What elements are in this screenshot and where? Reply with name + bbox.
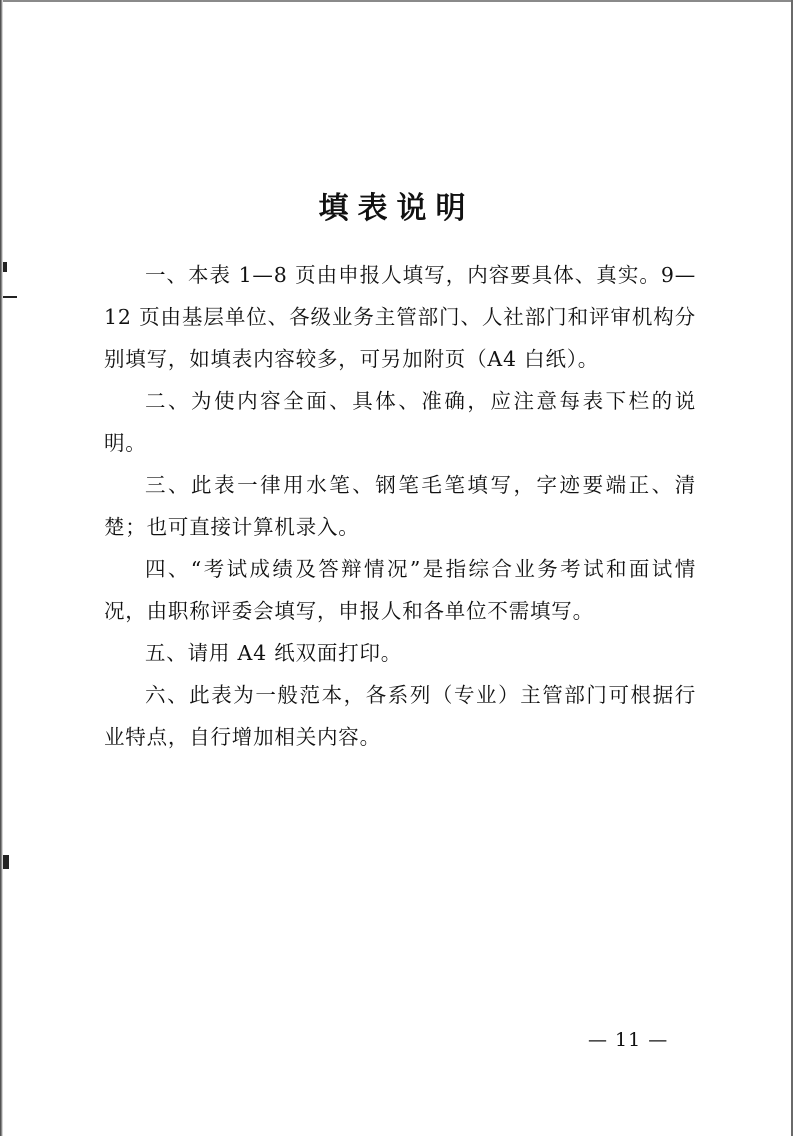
instruction-paragraph: 五、请用 A4 纸双面打印。 xyxy=(145,641,403,665)
instruction-paragraph: 二、为使内容全面、具体、准确，应注意每表下栏的说明。 xyxy=(104,389,696,455)
scan-mark xyxy=(3,296,17,298)
instruction-paragraph: 六、此表为一般范本，各系列（专业）主管部门可根据行业特点，自行增加相关内容。 xyxy=(104,683,696,749)
scan-mark xyxy=(3,855,9,869)
scan-edge-left xyxy=(0,0,3,1136)
scan-mark xyxy=(3,262,7,272)
document-title: 填表说明 xyxy=(318,191,475,226)
instruction-paragraph: 四、“考试成绩及答辩情况”是指综合业务考试和面试情况，由职称评委会填写，申报人和各单位不需填写。 xyxy=(104,557,696,623)
scan-edge-top xyxy=(0,0,793,2)
instruction-paragraph: 三、此表一律用水笔、钢笔毛笔填写，字迹要端正、清楚；也可直接计算机录入。 xyxy=(104,473,696,539)
page-number: — 11 — xyxy=(588,1029,669,1051)
instruction-paragraph: 一、本表 1—8 页由申报人填写，内容要具体、真实。9—12 页由基层单位、各级业务主管部门、人社部门和评审机构分别填写，如填表内容较多，可另加附页（A4 白纸）。 xyxy=(104,263,696,371)
instructions-body xyxy=(104,254,696,758)
